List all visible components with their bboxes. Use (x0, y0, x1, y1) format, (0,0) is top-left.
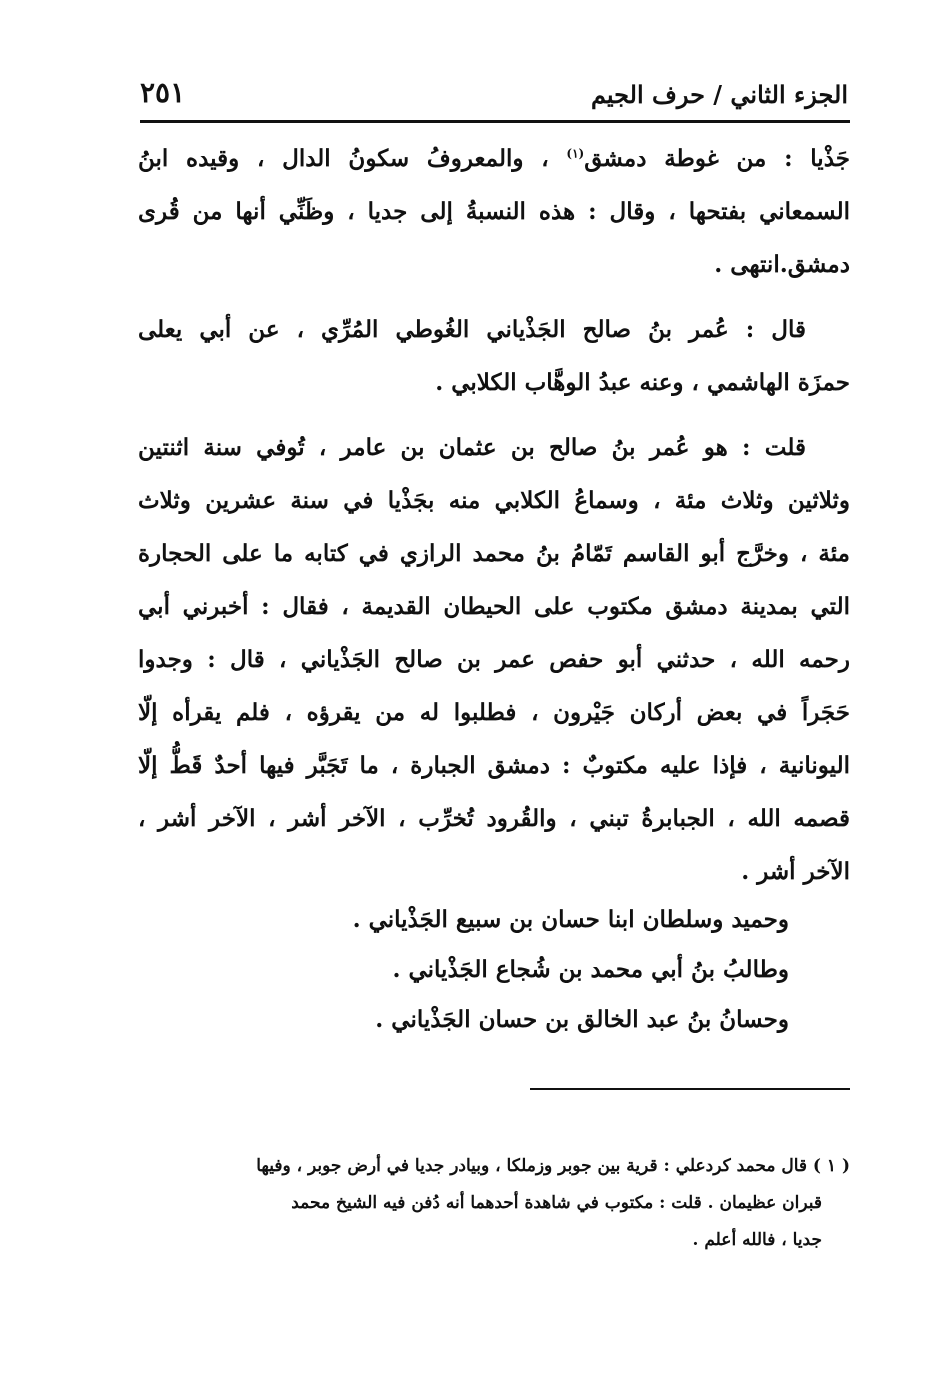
footnote-line: جديا ، فالله أعلم . (692, 1230, 822, 1250)
footnote-line: قبران عظيمان . قلت : مكتوب في شاهدة أحدهما أنه دُفن فيه الشيخ محمد (291, 1193, 822, 1213)
text-line: مئة ، وخرَّج أبو القاسم تَمّامُ بنُ محمد الرازي في كتابه ما على الحجارة (138, 540, 850, 567)
text-segment: ، والمعروفُ سكونُ الدال ، وقيده ابنُ (138, 145, 549, 172)
text-line: قصمه الله ، الجبابرةُ تبني ، والقُرود تُخرِّب ، الآخر أشر ، الآخر أشر ، (138, 805, 850, 832)
text-line: التي بمدينة دمشق مكتوب على الحيطان القديمة ، فقال : أخبرني أبي (138, 593, 850, 620)
main-text (138, 132, 850, 910)
page-number: ٢٥١ (140, 76, 186, 109)
names-list-item: وحسانُ بنُ عبد الخالق بن حسان الجَذْياني . (375, 1006, 789, 1033)
header-rule (140, 120, 850, 123)
text-line: رحمه الله ، حدثني أبو حفص عمر بن صالح الجَذْياني ، قال : وجدوا (138, 646, 850, 673)
text-line: السمعاني بفتحها ، وقال : هذه النسبةُ إلى جديا ، وظَنِّي أنها من قُرى (138, 198, 850, 225)
text-line (138, 132, 850, 185)
text-line: وثلاثين وثلاث مئة ، وسماعُ الكلابي منه بجَذْيا في سنة عشرين وثلاث (138, 487, 850, 514)
running-header-title: الجزء الثاني / حرف الجيم (590, 80, 848, 109)
text-line: قال : عُمر بنُ صالح الجَذْياني الغُوطي المُرِّي ، عن أبي يعلى (138, 316, 806, 343)
text-segment: جَذْيا : من غوطة دمشق (584, 145, 850, 172)
text-line: حمزَة الهاشمي ، وعنه عبدُ الوهَّاب الكلابي . (435, 369, 850, 396)
footnote-rule (530, 1088, 850, 1090)
text-line: حَجَراً في بعض أركان جَيْرون ، فطلبوا له من يقرؤه ، فلم يقرأه إلّا (138, 699, 850, 726)
text-line: دمشق.انتهى . (714, 251, 850, 278)
paragraph-qultu (138, 421, 850, 898)
paragraph-qala (138, 303, 850, 409)
names-list (269, 895, 789, 1045)
text-line: الآخر أشر . (741, 858, 850, 885)
footnote-reference: (١) (566, 146, 585, 161)
running-header (140, 70, 848, 122)
text-line: اليونانية ، فإذا عليه مكتوبٌ : دمشق الجبارة ، ما تَجَبَّر فيها أحدٌ قَطُّ إلّا (138, 752, 850, 779)
names-list-item: وحميد وسلطان ابنا حسان بن سبيع الجَذْياني . (352, 906, 789, 933)
paragraph-jadhya (138, 132, 850, 291)
footnote-line: ( ١ ) قال محمد كردعلي : قرية بين جوبر وزملكا ، وبيادر جديا في أرض جوبر ، وفيها (256, 1156, 850, 1176)
names-list-item: وطالبُ بنُ أبي محمد بن شُجاع الجَذْياني . (392, 956, 789, 983)
text-line: قلت : هو عُمر بنُ صالح بن عثمان بن عامر ، تُوفي سنة اثنتين (138, 434, 806, 461)
footnote (138, 1148, 850, 1259)
